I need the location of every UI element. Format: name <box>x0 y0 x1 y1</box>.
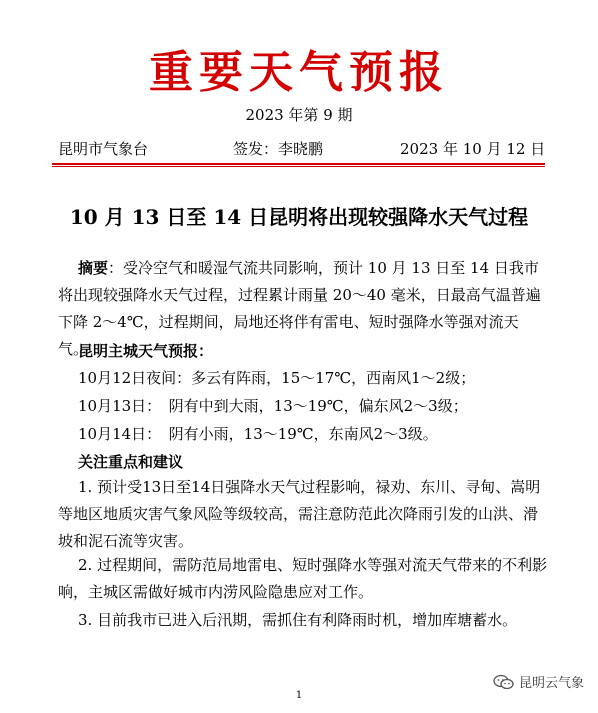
issue-number: 2023 年第 9 期 <box>245 106 353 124</box>
masthead-title: 重要天气预报 <box>149 47 449 98</box>
forecast-line: 10月13日： 阴有中到大雨，13～19℃，偏东风2～3级； <box>78 397 468 415</box>
wechat-icon <box>493 674 515 690</box>
main-city-heading: 昆明主城天气预报： <box>78 342 214 360</box>
advice-item: 2. 过程期间，需防范局地雷电、短时强降水等强对流天气带来的不利影响，主城区需做好城市内涝风险隐患应对工作。 <box>58 556 548 601</box>
signer: 签发：李晓鹏 <box>233 140 324 158</box>
focus-heading: 关注重点和建议 <box>78 453 184 471</box>
header-divider-thin <box>52 166 545 167</box>
advice-item: 1. 预计受13日至14日强降水天气过程影响，禄劝、东川、寻甸、嵩明等地区地质灾害气象风险等级较高，需注意防范此次降雨引发的山洪、滑坡和泥石流等灾害。 <box>58 478 541 550</box>
advice-item: 3. 目前我市已进入后汛期，需抓住有利降雨时机，增加库塘蓄水。 <box>78 611 518 629</box>
watermark <box>493 672 584 691</box>
page-number: 1 <box>295 690 303 701</box>
publish-date: 2023 年 10 月 12 日 <box>400 140 546 158</box>
forecast-line: 10月14日： 阴有小雨，13～19℃，东南风2～3级。 <box>78 425 438 443</box>
issuer-name: 昆明市气象台 <box>58 140 149 158</box>
header-divider-thick <box>52 163 545 165</box>
document-headline: 10 月 13 日至 14 日昆明将出现较强降水天气过程 <box>69 205 529 229</box>
summary-label: 摘要 <box>78 259 109 277</box>
watermark-text: 昆明云气象 <box>518 676 584 691</box>
summary-text: ：受冷空气和暖湿气流共同影响，预计 10 月 13 日至 14 日我市将出现较强降水天气过程，过程累计雨量 20～40 毫米，日最高气温普遍下降 2～4℃，过程期间，局地还将伴有雷电、短时强降水等强对流天气。 <box>58 259 541 358</box>
forecast-line: 10月12日夜间：多云有阵雨，15～17℃，西南风1～2级； <box>78 369 476 387</box>
